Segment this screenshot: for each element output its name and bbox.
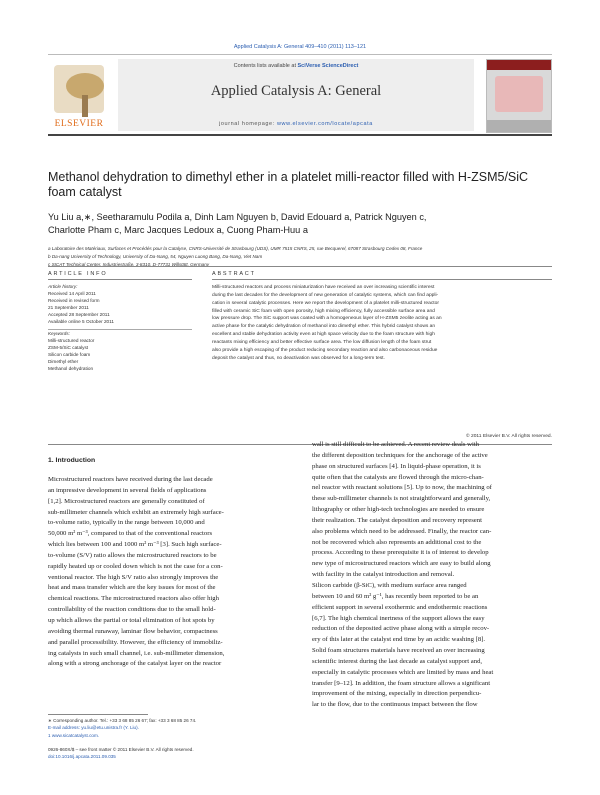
abstract-line: excellent and stable dehydration activity even at high space velocity due to the foam structure with high	[212, 332, 435, 338]
body-line: avoiding thermal runaway, laminar flow behavior, compactness	[48, 627, 218, 635]
body-line: new type of microstructured reactors which are easy to build along	[312, 560, 491, 568]
keyword: Silicon carbide foam	[48, 351, 91, 357]
tree-trunk	[82, 95, 88, 117]
publisher-name: ELSEVIER	[54, 119, 104, 129]
body-line: their realization. The catalyst deposition and recovery represent	[312, 516, 482, 524]
abstract-line: during the last decades for the development of new generation of catalytic systems, which can find appli-	[212, 292, 439, 298]
body-line: efficient support in several exothermic and endothermic reactions	[312, 603, 488, 611]
body-line: not be recovered which also represents an additional cost to the	[312, 538, 482, 546]
masthead	[48, 54, 552, 136]
cover-top-band	[487, 60, 551, 70]
homepage-prefix: journal homepage:	[219, 121, 277, 127]
history-item: Received 14 April 2011	[48, 290, 96, 296]
affiliation: a Laboratoire des Matériaux, Surfaces et Procédés pour la Catalyse, CNRS-Université de Strasbourg (UDS), UMR 7515 CNRS, 25, rue Becquerel, 67087 Strasbourg Cedex 08, France	[48, 246, 423, 251]
doi-link[interactable]: doi:10.1016/j.apcata.2011.09.035	[48, 754, 116, 760]
body-line: reduction of the deposited active phase along with a simple recov-	[312, 625, 490, 633]
body-line: which lies between 100 and 1000 m² m⁻³ [3]. Such high surface-	[48, 541, 222, 549]
cover-bottom-band	[487, 120, 551, 132]
abstract-line: low pressure drop. The SiC support was coated with a homogeneous layer of H-ZSM5 zeolite acting as an	[212, 316, 442, 322]
abstract-line: active phase for the catalytic dehydration of methanol into dimethyl ether. This hybrid catalyst shows an	[212, 324, 436, 330]
keyword: Dimethyl ether	[48, 358, 79, 364]
history-item: Accepted 28 September 2011	[48, 311, 110, 317]
keyword: ZSM-5/SiC catalyst	[48, 344, 89, 350]
abstract-line: filled with ceramic SiC foam with open porosity, high mixing efficiency, fully accessible surface area and	[212, 308, 435, 314]
body-line: lar to the flow, due to the continuous impact between the flow	[312, 701, 478, 709]
body-line: wall is still difficult to be achieved. A recent review deals with	[312, 441, 480, 448]
homepage-line	[118, 121, 474, 127]
body-line: [1,2]. Microstructured reactors are generally constituted of	[48, 497, 205, 505]
keywords-heading: Keywords:	[48, 331, 70, 336]
body-line: [6,7]. The high chemical inertness of the support allows the easy	[312, 614, 485, 622]
contents-prefix: Contents lists available at	[233, 63, 298, 69]
body-line: these sub-millimeter channels is not straightforward and generally,	[312, 495, 491, 503]
body-line: especially in catalytic processes which are limited by mass and heat	[312, 668, 494, 676]
divider	[48, 329, 192, 330]
body-line: to-volume (S/V) ratio allows the microstructured reactors to be	[48, 551, 217, 559]
body-line: quite often that the catalysts are flowed through the micro-chan-	[312, 473, 484, 481]
body-line: lithography or other high-tech technologies are needed to ensure	[312, 506, 485, 514]
body-line: ing catalysts in such small channel, i.e. sub-millimeter dimension,	[48, 649, 225, 657]
body-line: heat and mass transfer which are the key issues for most of the	[48, 584, 216, 592]
abstract-line: reactants mixing efficiency and better effective surface area. The low diffusion length of the foam strut	[212, 339, 432, 345]
body-line: chemical reactions. The microstructured reactors also offer high	[48, 595, 219, 603]
body-column-right	[312, 440, 552, 711]
body-line: Silicon carbide (β-SiC), with medium surface area ranged	[312, 581, 467, 589]
author-line: Charlotte Pham c, Marc Jacques Ledoux a, Cuong Pham-Huu a	[48, 225, 308, 235]
body-line: scientific interest during the last decade as catalyst support and,	[312, 657, 483, 665]
body-line: Solid foam structures materials have received an over increasing	[312, 647, 485, 655]
body-line: ery of this later at the catalyst end time by an acidic washing [8].	[312, 636, 486, 644]
body-line: transfer [9–12]. In addition, the foam structure allows a significant	[312, 679, 491, 687]
keyword: Methanol dehydration	[48, 365, 94, 371]
footnote-corresponding: ∗ Corresponding author. Tel.: +33 3 68 85 26 67; fax: +33 3 68 85 26 74.	[48, 718, 197, 723]
cover-image	[495, 76, 543, 112]
elsevier-logo	[48, 61, 110, 131]
divider	[48, 279, 192, 280]
contents-line	[118, 63, 474, 69]
body-line: an impressive development in several fields of applications	[48, 486, 207, 494]
body-line: Microstructured reactors have received during the last decade	[48, 476, 213, 483]
body-line: and parallel processibility. However, the efficiency of immobiliz-	[48, 638, 223, 646]
body-line: the different deposition techniques for the anchorage of the active	[312, 451, 488, 459]
body-line: controllability of the reaction conditions due to the small hold-	[48, 606, 216, 614]
article-history	[48, 284, 192, 325]
copyright-notice: © 2011 Elsevier B.V. All rights reserved.	[466, 434, 552, 439]
divider	[212, 279, 552, 280]
website-link[interactable]: 1 www.sicatcatalyst.com.	[48, 732, 100, 738]
body-line: along with a strong anchorage of the catalyst layer on the reactor	[48, 660, 222, 668]
footnotes	[48, 717, 293, 739]
body-line: nel reactor with reactant solutions [5]. Up to now, the machining of	[312, 484, 492, 492]
body-line: process. According to these prerequisite it is of interest to develop	[312, 549, 489, 557]
abstract-line: deposit the catalyst and thus, no deactivation was observed for a long-term test.	[212, 355, 385, 361]
body-line: sub-millimeter channels which exhibit an extremely high surface-	[48, 508, 224, 516]
abstract-line: Milli-structured reactors and process miniaturization have received an over increasing scientific interest	[212, 285, 435, 290]
body-line: ventional reactor. The high S/V ratio also strongly improves the	[48, 573, 219, 581]
keywords	[48, 331, 192, 372]
article-info-heading: ARTICLE INFO	[48, 271, 108, 277]
keyword: Milli-structured reactor	[48, 337, 95, 343]
body-line: improvement of the mixing, especially in direction perpendicu-	[312, 690, 482, 698]
body-line: rapidly heated up or cooled down which is not the case for a con-	[48, 562, 223, 570]
homepage-link[interactable]: www.elsevier.com/locate/apcata	[276, 121, 373, 127]
affiliation: c SICAT Technical Center, Industriestraße, 3-8310, D-77731 Willstätt, Germany	[48, 262, 210, 267]
body-line: phase on structured surfaces [4]. In liquid-phase operation, it is	[312, 462, 481, 470]
article-title: Methanol dehydration to dimethyl ether in a platelet milli-reactor filled with H-ZSM5/SiC foam catalyst	[48, 170, 529, 199]
history-item: Available online 5 October 2011	[48, 318, 115, 324]
affiliation: b Da-nang University of Technology, University of Da-Nang, 54, Nguyen Luong Bang, Da-Nang, Viet Nam	[48, 254, 263, 259]
author-list	[48, 211, 552, 237]
body-line: to-volume ratio, typically in the range between 10,000 and	[48, 519, 205, 527]
journal-cover-thumbnail	[486, 59, 552, 133]
history-item: Received in revised form	[48, 297, 100, 303]
history-heading: Article history:	[48, 284, 78, 289]
abstract-text	[212, 284, 552, 362]
section-heading-introduction: 1. Introduction	[48, 457, 96, 464]
body-line: between 10 and 60 m² g⁻¹, has recently been reported to be an	[312, 592, 479, 600]
issn-doi	[48, 746, 293, 761]
abstract-heading: ABSTRACT	[212, 271, 256, 277]
footnote-divider	[48, 714, 148, 715]
sciencedirect-link[interactable]: SciVerse ScienceDirect	[297, 63, 359, 69]
front-matter-line: 0926-860X/$ – see front matter © 2011 Elsevier B.V. All rights reserved.	[48, 747, 194, 752]
body-column-left	[48, 475, 293, 670]
abstract-line: cation in several catalytic processes. Here we report the development of a platelet milli-structured reactor	[212, 300, 439, 306]
journal-title: Applied Catalysis A: General	[210, 83, 382, 99]
divider	[48, 266, 552, 267]
body-line: 50,000 m² m⁻³, compared to that of the conventional reactors	[48, 530, 213, 538]
elsevier-tree-icon	[54, 65, 104, 113]
body-line: with facility in the catalyst introduction and removal.	[312, 571, 455, 579]
history-item: 21 September 2011	[48, 304, 89, 310]
body-line: also problems which need to be addressed. Finally, the reactor can-	[312, 527, 492, 535]
author-line: Yu Liu a,∗, Seetharamulu Podila a, Dinh Lam Nguyen b, David Edouard a, Patrick Nguyen c,	[48, 212, 427, 222]
journal-citation-link[interactable]: Applied Catalysis A: General 409–410 (2011) 113–121	[233, 44, 367, 50]
email-link[interactable]: E-mail address: yu.liu@etu.unistra.fr (Y. Liu).	[48, 725, 139, 731]
abstract-line: also provide a high escaping of the product reducing secondary reaction and also carbonaceous residue	[212, 347, 438, 353]
body-line: up which allows the partial or total elimination of hot spots by	[48, 616, 215, 624]
